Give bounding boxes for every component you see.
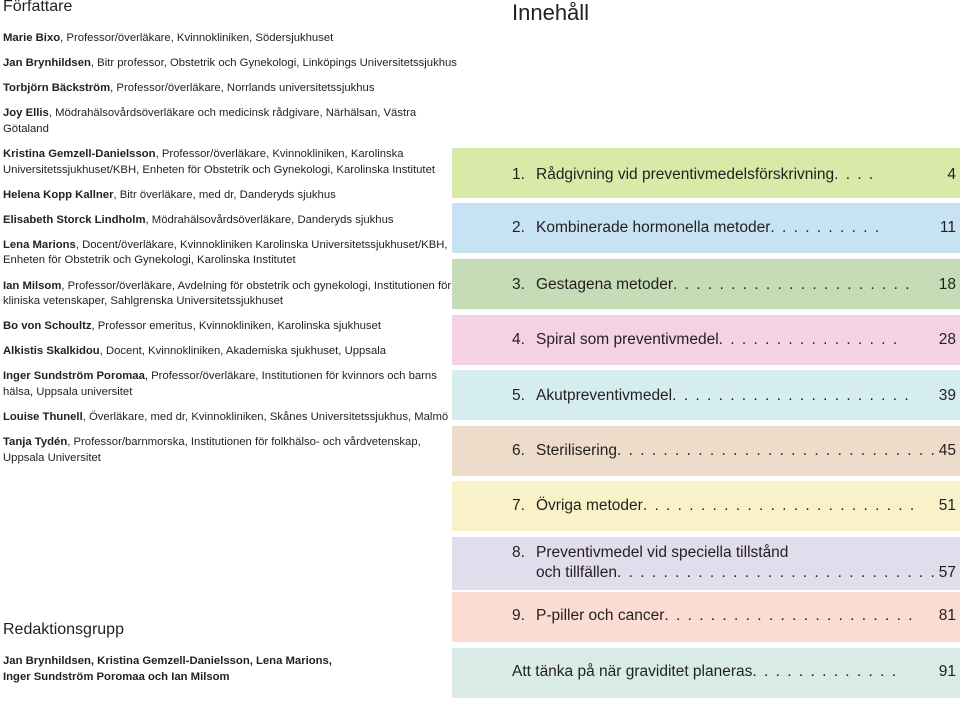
author-affiliation: , Docent, Kvinnokliniken, Akademiska sjukhuset, Uppsala bbox=[99, 345, 387, 358]
author-name: Elisabeth Storck Lindholm bbox=[3, 213, 146, 226]
author-entry bbox=[3, 410, 463, 426]
toc-number: 5. bbox=[512, 387, 525, 404]
toc-leader: . . . . . . . . . . . . . . . . . . . . . bbox=[673, 276, 912, 293]
toc-page: 39 bbox=[938, 387, 956, 404]
author-name: Kristina Gemzell-Danielsson bbox=[3, 147, 156, 160]
toc-page: 11 bbox=[939, 219, 956, 236]
author-entry bbox=[3, 435, 463, 466]
author-name: Ian Milsom bbox=[3, 279, 62, 292]
author-name: Jan Brynhildsen bbox=[3, 57, 91, 70]
toc-number: 7. bbox=[512, 497, 525, 514]
author-entry bbox=[3, 319, 463, 335]
author-entry bbox=[3, 279, 463, 310]
author-name: Lena Marions bbox=[3, 238, 76, 251]
toc-number: 9. bbox=[512, 607, 525, 624]
toc-entry-title: Sterilisering bbox=[536, 442, 617, 459]
toc-leader: . . . . . . . . . . . . . . . . . . . . . . . . . . . . bbox=[617, 564, 937, 581]
author-name: Tanja Tydén bbox=[3, 436, 68, 449]
author-affiliation: , Professor/barnmorska, Institutionen för folkhälso- och vårdvetenskap, Uppsala Universitet bbox=[3, 436, 421, 464]
toc-number: 3. bbox=[512, 276, 525, 293]
toc-page: 81 bbox=[938, 607, 956, 624]
author-name: Bo von Schoultz bbox=[3, 320, 92, 333]
author-entry bbox=[3, 56, 463, 72]
author-entry bbox=[3, 81, 463, 97]
toc-number: 8. bbox=[512, 544, 525, 561]
toc-leader: . . . . . . . . . . . . . . . . bbox=[718, 331, 899, 348]
toc-number: 4. bbox=[512, 331, 525, 348]
toc-column bbox=[452, 0, 960, 702]
toc-entry-title: P-piller och cancer bbox=[536, 607, 665, 624]
author-affiliation: , Mödrahälsovårdsöverläkare och medicinsk rådgivare, Närhälsan, Västra Götaland bbox=[3, 107, 417, 135]
author-affiliation: , Professor/överläkare, Norrlands universitetssjukhus bbox=[110, 82, 375, 95]
author-name: Torbjörn Bäckström bbox=[3, 82, 111, 95]
toc-leader: . . . . . . . . . . . . . . . . . . . . . bbox=[672, 387, 911, 404]
author-affiliation: , Professor/överläkare, Institutionen för kvinnors och barns hälsa, Uppsala universitet bbox=[3, 370, 437, 398]
toc-entry-title-continued: och tillfällen bbox=[536, 564, 617, 581]
author-affiliation: , Bitr överläkare, med dr, Danderyds sjukhus bbox=[113, 188, 336, 201]
author-entry bbox=[3, 31, 463, 47]
toc-page: 51 bbox=[938, 497, 956, 514]
author-affiliation: , Överläkare, med dr, Kvinnokliniken, Skånes Universitetssjukhus, Malmö bbox=[82, 411, 449, 424]
toc-entry[interactable] bbox=[512, 662, 956, 682]
toc-entry-title: Akutpreventivmedel bbox=[536, 387, 673, 404]
toc-entry[interactable] bbox=[512, 496, 956, 516]
author-entry bbox=[3, 213, 463, 229]
author-entry bbox=[3, 238, 463, 269]
toc-entry-title: Rådgivning vid preventivmedelsförskrivning bbox=[536, 166, 835, 183]
toc-leader: . . . . . . . . . . bbox=[770, 219, 881, 236]
toc-entry-title: Preventivmedel vid speciella tillstånd bbox=[536, 544, 789, 561]
author-name: Inger Sundström Poromaa bbox=[3, 370, 145, 383]
toc-leader: . . . . . . . . . . . . . . . . . . . . . . . . bbox=[642, 497, 916, 514]
authors-heading: Författare bbox=[3, 0, 73, 15]
toc-entry[interactable] bbox=[512, 275, 956, 295]
toc-page: 4 bbox=[947, 166, 956, 183]
editorial-line: Jan Brynhildsen, Kristina Gemzell-Danielsson, Lena Marions, bbox=[3, 655, 332, 667]
toc-entry-title: Att tänka på när graviditet planeras bbox=[512, 663, 753, 680]
toc-entry-title: Gestagena metoder bbox=[536, 276, 674, 293]
author-entry bbox=[3, 188, 463, 204]
toc-page: 45 bbox=[938, 442, 956, 459]
toc-entry[interactable] bbox=[512, 606, 956, 626]
editorial-heading: Redaktionsgrupp bbox=[3, 621, 124, 638]
toc-page: 91 bbox=[938, 663, 956, 680]
author-affiliation: , Professor/överläkare, Kvinnokliniken, Karolinska Universitetssjukhuset/KBH, Enheten för Obstetrik och Gynekologi, Karolinska Institutet bbox=[3, 147, 435, 176]
author-name: Marie Bixo bbox=[3, 32, 61, 44]
author-affiliation: , Mödrahälsovårdsöverläkare, Danderyds sjukhus bbox=[145, 213, 394, 226]
toc-entry[interactable] bbox=[512, 543, 956, 583]
toc-page: 57 bbox=[938, 564, 956, 581]
author-affiliation: , Professor emeritus, Kvinnokliniken, Karolinska sjukhuset bbox=[91, 320, 381, 333]
toc-leader: . . . . . . . . . . . . . bbox=[752, 663, 898, 680]
editorial-members bbox=[3, 654, 463, 685]
toc-entry[interactable] bbox=[512, 386, 956, 406]
author-affiliation: , Bitr professor, Obstetrik och Gynekologi, Linköpings Universitetssjukhus bbox=[90, 57, 457, 70]
toc-number: 1. bbox=[512, 166, 525, 183]
toc-entry-title: Övriga metoder bbox=[536, 497, 643, 514]
authors-list bbox=[3, 31, 463, 476]
toc-entry-title: Kombinerade hormonella metoder bbox=[536, 219, 771, 236]
author-entry bbox=[3, 106, 463, 137]
toc-number: 2. bbox=[512, 219, 525, 236]
toc-leader: . . . . bbox=[834, 166, 875, 183]
toc-entry[interactable] bbox=[512, 441, 956, 461]
author-name: Louise Thunell bbox=[3, 411, 83, 424]
author-affiliation: , Professor/överläkare, Avdelning för obstetrik och gynekologi, Institutionen för kliniska vetenskaper, Sahlgrenska Universitetssjukhuset bbox=[3, 279, 452, 308]
toc-leader: . . . . . . . . . . . . . . . . . . . . . . . . . . . . bbox=[616, 442, 937, 459]
author-name: Alkistis Skalkidou bbox=[3, 345, 100, 358]
toc-number: 6. bbox=[512, 442, 525, 459]
author-name: Joy Ellis bbox=[3, 107, 49, 120]
toc-title: Innehåll bbox=[512, 0, 590, 25]
author-entry bbox=[3, 147, 463, 178]
author-entry bbox=[3, 369, 463, 400]
toc-entry[interactable] bbox=[512, 165, 956, 185]
author-entry bbox=[3, 344, 463, 360]
toc-leader: . . . . . . . . . . . . . . . . . . . . . . bbox=[664, 607, 915, 624]
toc-entry[interactable] bbox=[512, 330, 956, 350]
author-affiliation: , Professor/överläkare, Kvinnokliniken, Södersjukhuset bbox=[60, 32, 334, 44]
authors-column bbox=[0, 0, 470, 702]
toc-page: 18 bbox=[938, 276, 956, 293]
editorial-line: Inger Sundström Poromaa och Ian Milsom bbox=[3, 670, 230, 683]
author-affiliation: , Docent/överläkare, Kvinnokliniken Karolinska Universitetssjukhuset/KBH, Enheten för Obstetrik och Gynekologi, Karolinska Institutet bbox=[3, 238, 448, 267]
toc-entry-title: Spiral som preventivmedel bbox=[536, 331, 719, 348]
author-name: Helena Kopp Kallner bbox=[3, 188, 114, 201]
toc-page: 28 bbox=[938, 331, 956, 348]
toc-entry[interactable] bbox=[512, 218, 956, 238]
